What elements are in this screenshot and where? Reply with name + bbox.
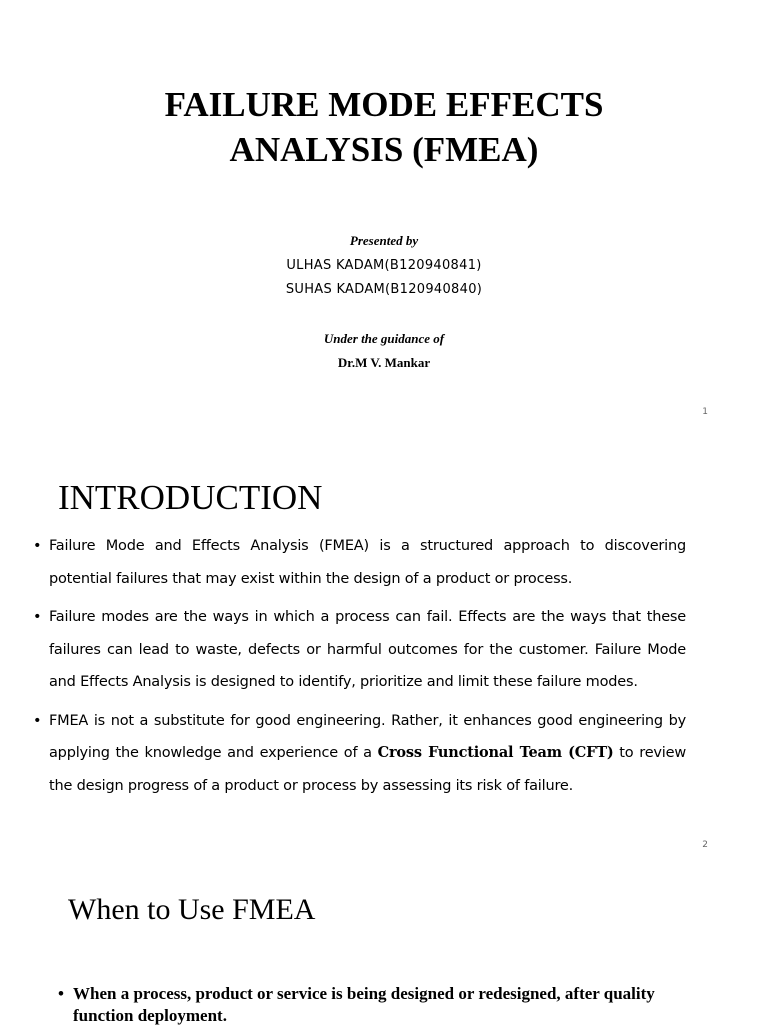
slide-number: 1 (702, 407, 708, 417)
bullet-text: Failure Mode and Effects Analysis (FMEA) is a structured approach to discovering potential failures that may exist within the design of a product or process. (49, 538, 686, 587)
list-item (33, 705, 686, 803)
bullet-icon: • (33, 538, 42, 554)
bullet-icon: • (58, 984, 64, 1003)
when-to-use-bullet-list (58, 983, 710, 1033)
title-line-2: ANALYSIS (FMEA) (229, 130, 539, 169)
bullet-icon: • (33, 712, 42, 729)
title-line-1: FAILURE MODE EFFECTS (164, 85, 604, 124)
slide-title (0, 82, 768, 172)
bullet-icon: • (33, 609, 42, 625)
author-name: ULHAS KADAM(B120940841) (286, 258, 482, 273)
bullet-text: FMEA is not a substitute for good engineering. Rather, it enhances good engineering by applying the knowledge and experience of a (49, 712, 686, 761)
list-item (58, 983, 710, 1027)
guidance-label: Under the guidance of (323, 331, 445, 346)
bullet-bold-text: Cross Functional Team (CFT) (377, 744, 614, 761)
guide-name: Dr.M V. Mankar (337, 355, 431, 370)
bullet-text: Failure modes are the ways in which a process can fail. Effects are the ways that these failures can lead to waste, defects or harmful outcomes for the customer. Failure Mode and Effects Analysis is designed to identify, prioritize and limit these failure modes. (49, 609, 686, 690)
presented-by-label: Presented by (349, 233, 419, 248)
bullet-text: When a process, product or service is being designed or redesigned, after quality function deployment. (73, 984, 655, 1025)
list-item (33, 530, 686, 595)
author-name: SUHAS KADAM(B120940840) (285, 282, 483, 297)
list-item (33, 601, 686, 699)
introduction-heading: INTRODUCTION (58, 478, 323, 517)
bullet-text: to review the design progress of a product or process by assessing its risk of failure. (49, 745, 687, 794)
when-to-use-heading: When to Use FMEA (68, 893, 316, 926)
introduction-bullet-list (33, 530, 686, 808)
slide-number: 2 (702, 840, 708, 850)
